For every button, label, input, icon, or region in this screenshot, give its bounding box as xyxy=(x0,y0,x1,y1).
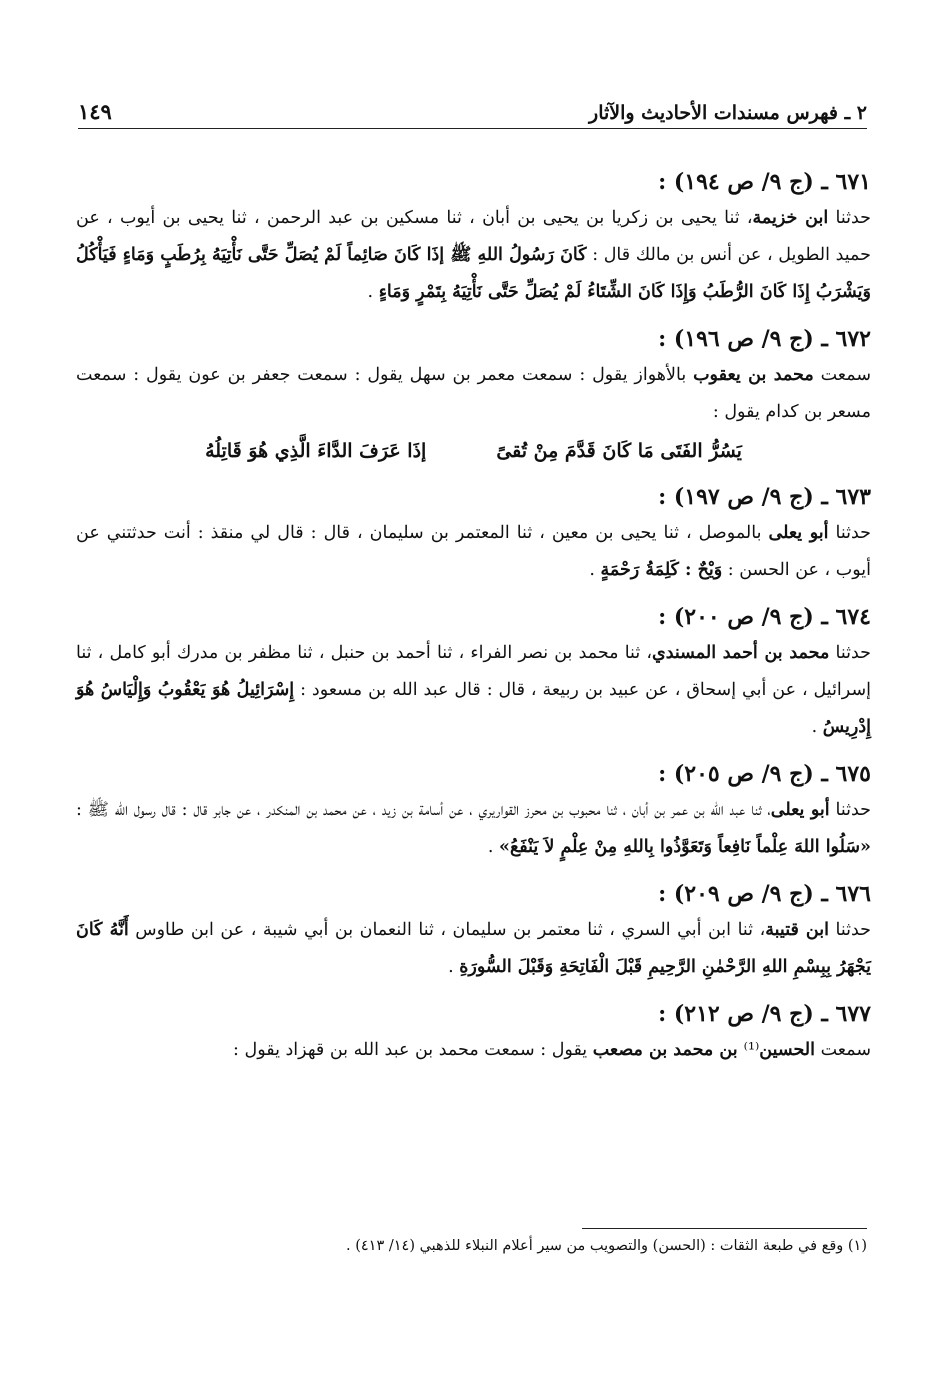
entry-text xyxy=(76,635,871,746)
entry-heading: ٦٧١ ـ (ج ٩/ ص ١٩٤) : xyxy=(658,169,871,195)
entry-heading: ٦٧٢ ـ (ج ٩/ ص ١٩٦) : xyxy=(658,326,871,352)
bold-text-run: الحسين xyxy=(759,1040,816,1060)
text-run: يقول : سمعت محمد بن عبد الله بن قهزاد يقول : xyxy=(233,1040,593,1060)
footnote-rule xyxy=(582,1228,867,1229)
index-entry xyxy=(76,164,871,311)
text-run: . xyxy=(589,560,601,580)
text-run: حدثنا xyxy=(828,208,871,228)
entry-text xyxy=(76,515,871,589)
text-run: حدثنا xyxy=(829,643,871,663)
entry-text xyxy=(76,1032,871,1069)
running-header xyxy=(78,92,867,129)
text-run: سمعت xyxy=(813,365,872,385)
bold-text-run: محمد بن أحمد المسندي xyxy=(652,643,830,663)
text-run: . xyxy=(367,282,379,302)
text-run: . xyxy=(811,717,823,737)
bold-text-run: أبو يعلى xyxy=(768,523,829,543)
entry-heading: ٦٧٧ ـ (ج ٩/ ص ٢١٢) : xyxy=(658,1001,871,1027)
text-run: ، ثنا يحيى بن زكريا بن يحيى بن أبان ، ثنا مسكين بن عبد الرحمن ، ثنا يحيى بن أيوب ، عن حميد الطويل ، عن أنس بن مالك قال : xyxy=(76,208,871,265)
poetry-verse xyxy=(76,433,871,469)
bold-text-run: ابن قتيبة xyxy=(765,920,829,940)
text-run: ⁽¹⁾ xyxy=(743,1040,760,1060)
index-entry xyxy=(76,321,871,469)
bold-text-run: إِسْرَائِيلُ هُوَ يَعْقُوبُ وَإِلْيَاسُ هُوَ إِدْرِيسُ xyxy=(76,680,871,737)
bold-text-run: أبو يعلى xyxy=(770,800,830,820)
text-run: ، ثنا محمد بن نصر الفراء ، ثنا أحمد بن حنبل ، ثنا مظفر بن مدرك أبو كامل ، ثنا إسرائيل ، عن أبي إسحاق ، عن عبيد بن ربيعة ، قال : قال عبد الله بن مسعود : xyxy=(76,643,871,700)
bold-text-run: محمد بن يعقوب xyxy=(693,365,814,385)
index-entries xyxy=(76,164,871,1079)
index-entry xyxy=(76,876,871,986)
entry-heading: ٦٧٥ ـ (ج ٩/ ص ٢٠٥) : xyxy=(658,761,871,787)
entry-text xyxy=(76,200,871,311)
bold-text-run: كَانَ رَسُولُ اللهِ ﷺ إذَا كَانَ صَائِماً لَمْ يُصَلِّ حَتَّى نَأْتِيَهُ بِرُطَبٍ وَمَاءٍ فَيَأْكُلُ وَيَشْرَبُ إِذَا كَانَ الرُّطَبُ وَإِذَا كَانَ الشِّتَاءُ لَمْ يُصَلِّ حَتَّى نَأْتِيَهُ بِتَمْرٍ وَمَاءٍ xyxy=(76,245,871,302)
text-run: حدثنا xyxy=(828,523,871,543)
index-entry xyxy=(76,756,871,866)
text-run: حدثنا xyxy=(828,920,871,940)
verse-hemistich: إذَا عَرَفَ الدَّاءَ الَّذِي هُوَ قَاتِلُهُ xyxy=(205,440,427,462)
index-entry xyxy=(76,599,871,746)
text-run: ، ثنا عبد الله بن عمر بن أبان ، ثنا محبوب بن محرز القواريري ، عن أسامة بن زيد ، عن محمد بن المنكدر ، عن جابر قال : قال رسول الله ﷺ : xyxy=(76,800,771,820)
bold-text-run: وَيْحٌ : كَلِمَةُ رَحْمَةٍ xyxy=(600,560,723,580)
footnote: (١) وقع في طبعة الثقات : (الحسن) والتصويب من سير أعلام النبلاء للذهبي (١٤/ ٤١٣) . xyxy=(345,1238,867,1254)
text-run: . xyxy=(487,837,500,857)
entry-text xyxy=(76,912,871,986)
text-run: . xyxy=(448,957,460,977)
index-entry xyxy=(76,996,871,1069)
bold-text-run: بن محمد بن مصعب xyxy=(592,1040,744,1060)
entry-text xyxy=(76,357,871,431)
entry-heading: ٦٧٦ ـ (ج ٩/ ص ٢٠٩) : xyxy=(658,881,871,907)
text-run: بالأهواز يقول : سمعت معمر بن سهل يقول : سمعت جعفر بن عون يقول : سمعت مسعر بن كدام يقول : xyxy=(76,365,871,422)
section-title: ٢ ـ فهرس مسندات الأحاديث والآثار xyxy=(589,102,867,124)
text-run: حدثنا xyxy=(829,800,871,820)
entry-heading: ٦٧٣ ـ (ج ٩/ ص ١٩٧) : xyxy=(658,484,871,510)
entry-text xyxy=(76,792,871,866)
bold-text-run: أَنَّهُ كَانَ يَجْهَرُ بِبِسْمِ اللهِ الرَّحْمٰنِ الرَّحِيمِ قَبْلَ الْفَاتِحَةِ وَقَبْلَ السُّورَةِ xyxy=(76,920,871,977)
entry-heading: ٦٧٤ ـ (ج ٩/ ص ٢٠٠) : xyxy=(658,604,871,630)
bold-text-run: «سَلُوا اللهَ عِلْماً نَافِعاً وَتَعَوَّذُوا بِاللهِ مِنْ عِلْمٍ لاَ يَنْفَعُ» xyxy=(499,837,871,857)
bold-text-run: ابن خزيمة xyxy=(752,208,829,228)
index-entry xyxy=(76,479,871,589)
text-run: سمعت xyxy=(815,1040,871,1060)
verse-hemistich: يَسُرُّ الفَتَى مَا كَانَ قَدَّمَ مِنْ تُقىً xyxy=(496,440,742,462)
page-number: ١٤٩ xyxy=(78,99,112,124)
text-run: بالموصل ، ثنا يحيى بن معين ، ثنا المعتمر بن سليمان ، قال : قال لي منقذ : أنت حدثتني عن أيوب ، عن الحسن : xyxy=(76,523,871,580)
text-run: ، ثنا ابن أبي السري ، ثنا معتمر بن سليمان ، ثنا النعمان بن أبي شيبة ، عن ابن طاوس xyxy=(128,920,766,940)
